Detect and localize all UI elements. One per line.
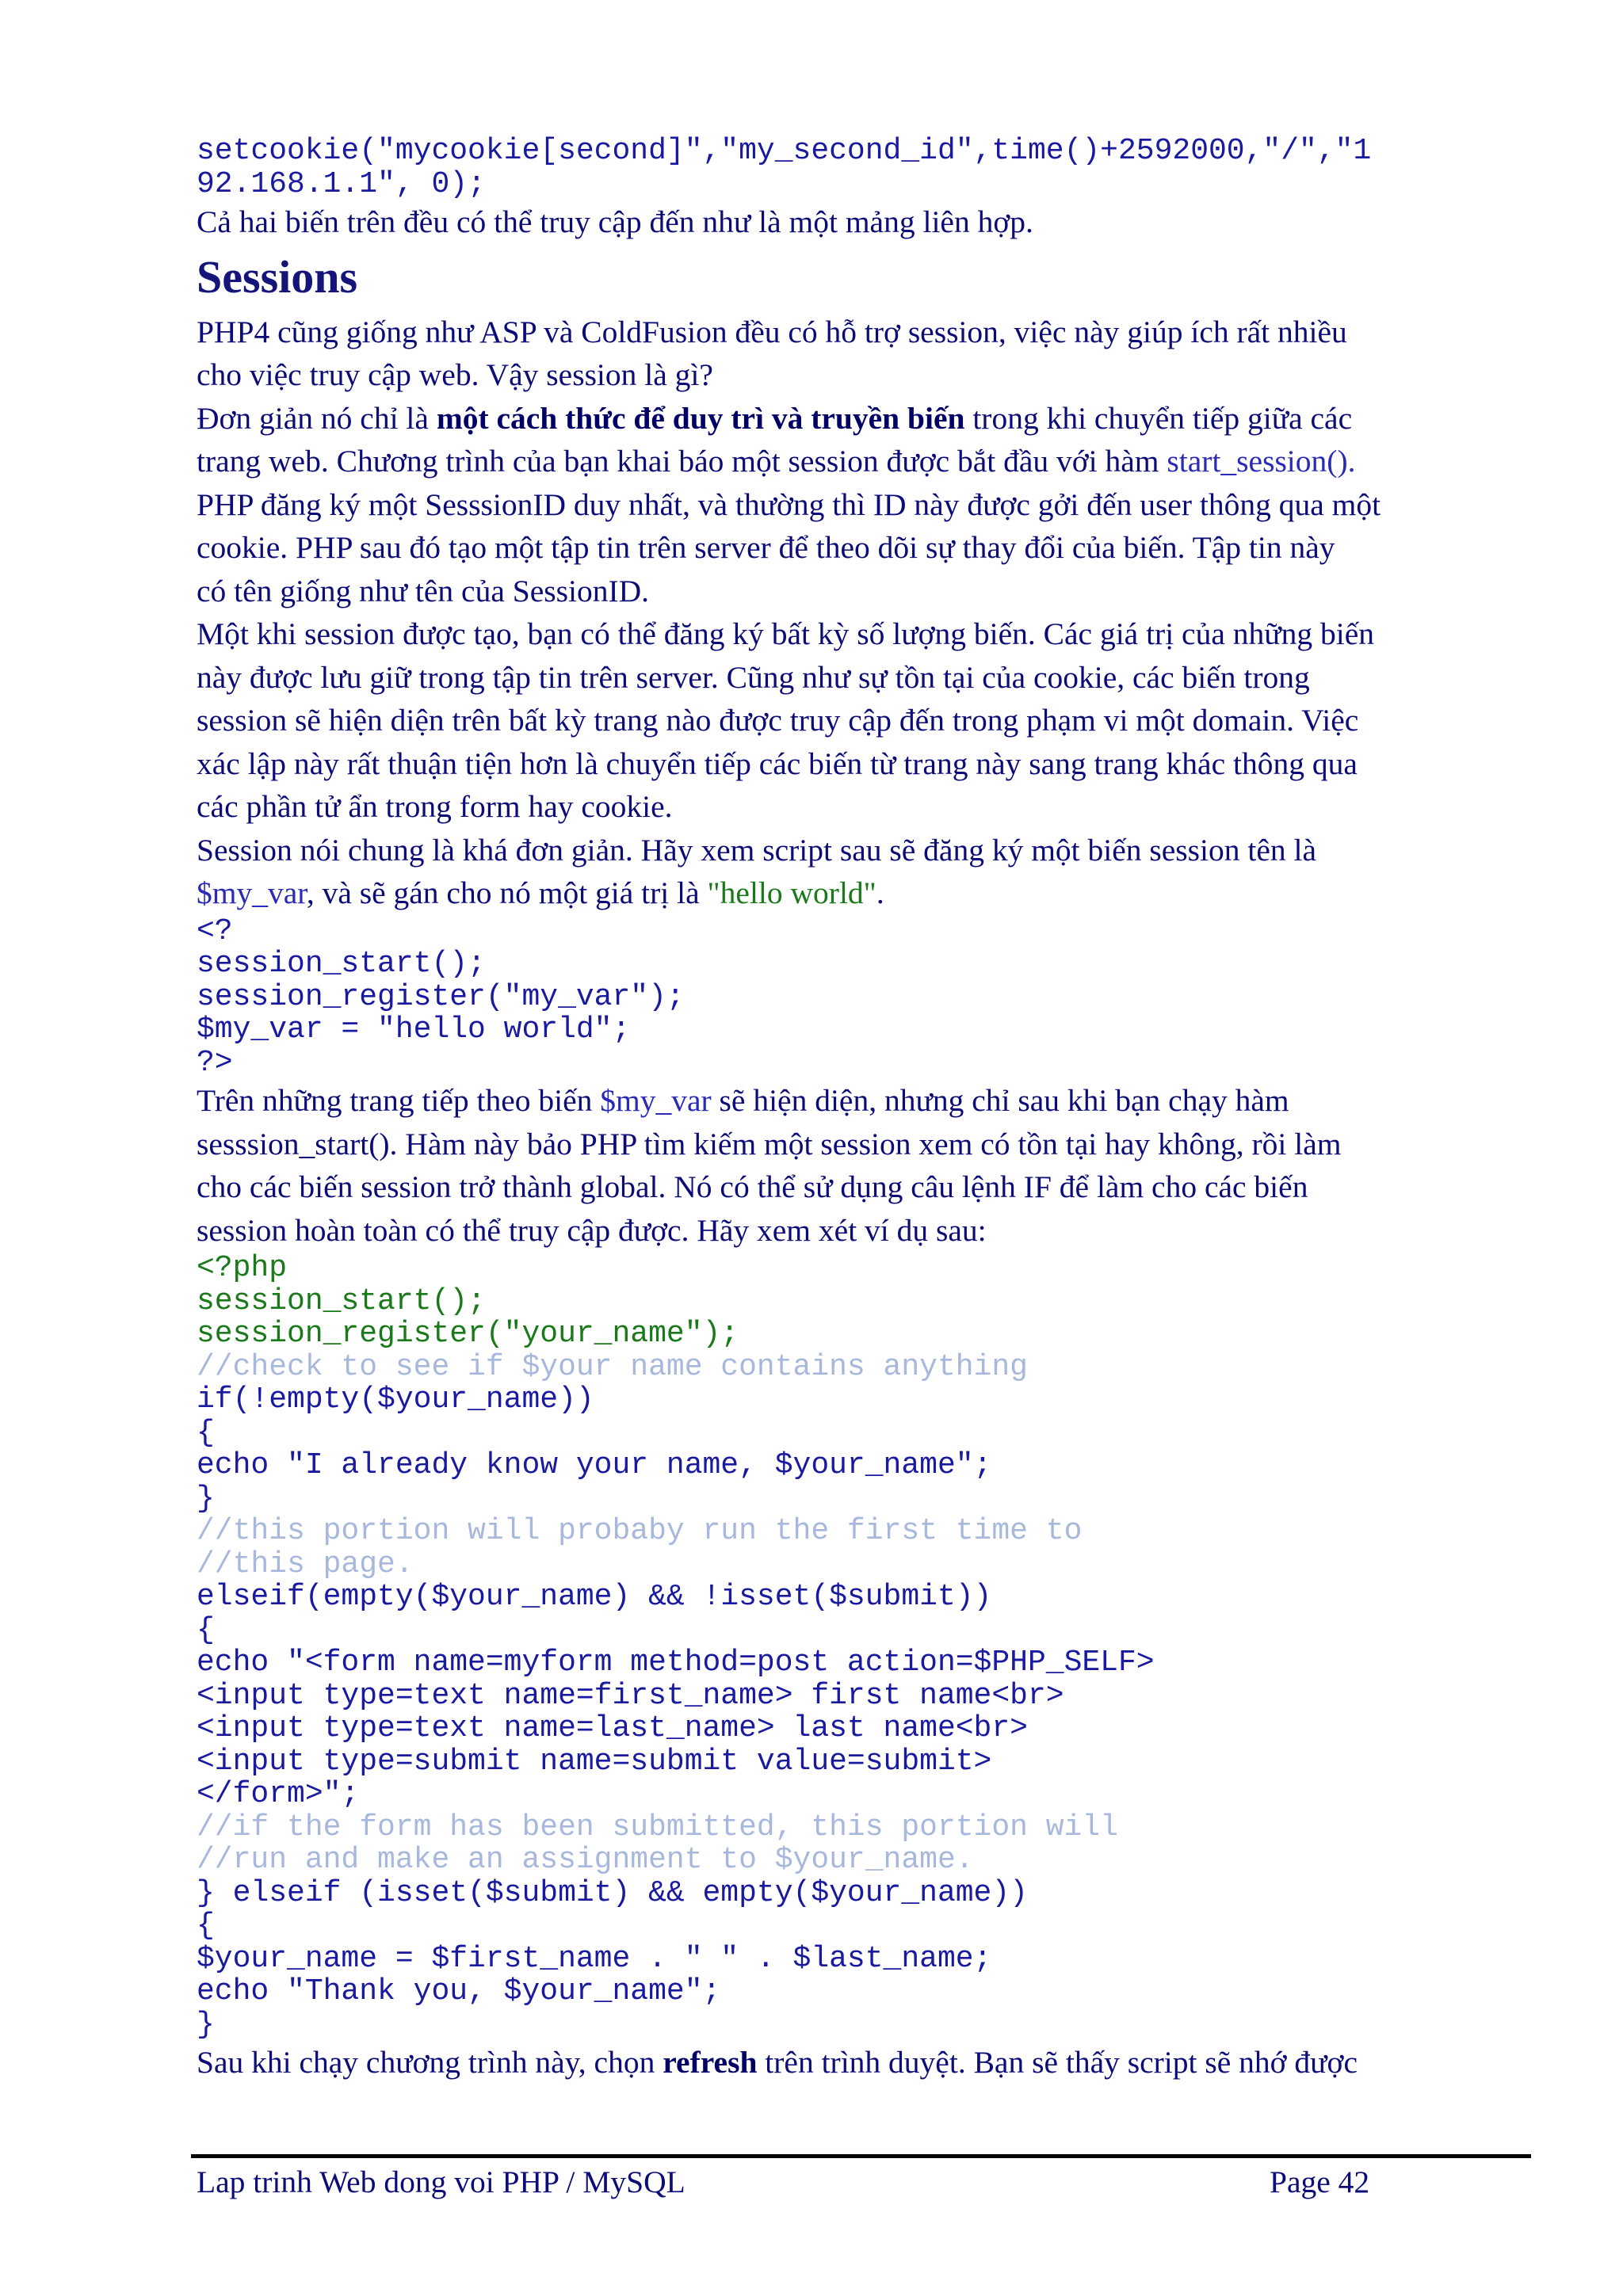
inline-variable: $my_var	[197, 875, 307, 910]
bold-phrase: refresh	[663, 2045, 758, 2080]
code-line: echo "I already know your name, $your_name";	[197, 1448, 992, 1482]
code-line: }	[197, 2007, 215, 2042]
code-setcookie	[197, 135, 1480, 200]
code-line: session_register("my_var");	[197, 979, 685, 1014]
code-comment: //if the form has been submitted, this portion will	[197, 1810, 1118, 1844]
code-line: session_register("your_name");	[197, 1317, 739, 1351]
code-block-simple	[197, 915, 1480, 1080]
code-line: {	[197, 1612, 215, 1647]
text-line: session sẽ hiện diện trên bất kỳ trang nào được truy cập đến trong phạm vi một domain. Việc	[197, 703, 1359, 738]
code-line: session_start();	[197, 947, 486, 981]
text-line: có tên giống như tên của SessionID.	[197, 573, 650, 608]
code-line: echo "<form name=myform method=post action=$PHP_SELF>	[197, 1646, 1155, 1680]
paragraph-refresh	[197, 2041, 1480, 2084]
code-line: setcookie("mycookie[second]","my_second_id",time()+2592000,"/","1	[197, 134, 1372, 168]
code-line: <?php	[197, 1251, 288, 1285]
footer-divider	[191, 2154, 1531, 2158]
bold-phrase: một cách thức để duy trì và truyền biến	[436, 400, 965, 436]
text-span: trang web. Chương trình của bạn khai báo một session được bắt đầu với hàm	[197, 444, 1167, 479]
text-line: cho các biến session trở thành global. Nó có thể sử dụng câu lệnh IF để làm cho các biến	[197, 1169, 1308, 1204]
text-line: này được lưu giữ trong tập tin trên server. Cũng như sự tồn tại của cookie, các biến trong	[197, 659, 1310, 695]
code-line: <?	[197, 913, 233, 948]
code-line: }	[197, 1481, 215, 1516]
paragraph-assoc-array: Cả hai biến trên đều có thể truy cập đến như là một mảng liên hợp.	[197, 204, 1033, 239]
text-span: Sau khi chạy chương trình này, chọn	[197, 2045, 663, 2080]
code-line: echo "Thank you, $your_name";	[197, 1974, 721, 2008]
code-line: {	[197, 1415, 215, 1450]
code-block-form	[197, 1252, 1480, 2041]
text-span: Trên những trang tiếp theo biến	[197, 1083, 601, 1118]
text-span: sẽ hiện diện, nhưng chỉ sau khi bạn chạy hàm	[711, 1083, 1289, 1118]
code-line: if(!empty($your_name))	[197, 1383, 594, 1417]
code-line: ?>	[197, 1045, 233, 1080]
code-line: <input type=text name=last_name> last name<br>	[197, 1711, 1028, 1745]
code-line: } elseif (isset($submit) && empty($your_name))	[197, 1875, 1028, 1910]
text-line: Một khi session được tạo, bạn có thể đăng ký bất kỳ số lượng biến. Các giá trị của những biến	[197, 616, 1375, 651]
code-comment: //this page.	[197, 1547, 414, 1581]
code-line: {	[197, 1909, 215, 1943]
footer-title: Lap trinh Web dong voi PHP / MySQL	[197, 2164, 685, 2199]
code-line: elseif(empty($your_name) && !isset($submit))	[197, 1580, 992, 1614]
code-comment: //this portion will probaby run the first time to	[197, 1514, 1083, 1548]
text-span: trong khi chuyển tiếp giữa các	[964, 400, 1353, 436]
code-line: $my_var = "hello world";	[197, 1013, 631, 1047]
document-body	[197, 135, 1480, 2084]
code-line: <input type=submit name=submit value=submit>	[197, 1744, 992, 1779]
paragraph-intro	[197, 311, 1480, 915]
text-span: .	[876, 875, 884, 910]
code-line: </form>";	[197, 1777, 360, 1811]
inline-variable: $my_var	[600, 1083, 712, 1118]
section-heading: Sessions	[197, 250, 358, 303]
code-comment: //run and make an assignment to $your_name.	[197, 1843, 974, 1877]
inline-function: start_session().	[1167, 444, 1356, 479]
inline-string: "hello world"	[707, 875, 876, 910]
text-line: cookie. PHP sau đó tạo một tập tin trên server để theo dõi sự thay đổi của biến. Tập tin này	[197, 530, 1335, 565]
text-line: cho việc truy cập web. Vậy session là gì?	[197, 357, 713, 392]
code-line: session_start();	[197, 1283, 486, 1318]
code-line: <input type=text name=first_name> first name<br>	[197, 1678, 1064, 1713]
code-line: $your_name = $first_name . " " . $last_name;	[197, 1941, 992, 1976]
text-span: , và sẽ gán cho nó một giá trị là	[306, 875, 708, 910]
text-line: session hoàn toàn có thể truy cập được. Hãy xem xét ví dụ sau:	[197, 1212, 987, 1248]
code-line: 92.168.1.1", 0);	[197, 166, 486, 201]
text-line: PHP4 cũng giống như ASP và ColdFusion đều có hỗ trợ session, việc này giúp ích rất nhiều	[197, 314, 1347, 349]
text-span: trên trình duyệt. Bạn sẽ thấy script sẽ nhớ được	[757, 2045, 1358, 2080]
text-line: xác lập này rất thuận tiện hơn là chuyển tiếp các biến từ trang này sang trang khác thông qua	[197, 746, 1358, 781]
text-span: Đơn giản nó chỉ là	[197, 400, 437, 436]
code-comment: //check to see if $your name contains anything	[197, 1349, 1028, 1384]
text-line: các phần tử ẩn trong form hay cookie.	[197, 789, 673, 824]
text-line: PHP đăng ký một SesssionID duy nhất, và thường thì ID này được gởi đến user thông qua một	[197, 486, 1381, 522]
text-line: sesssion_start(). Hàm này bảo PHP tìm kiếm một session xem có tồn tại hay không, rồi làm	[197, 1126, 1342, 1161]
text-line: Session nói chung là khá đơn giản. Hãy xem script sau sẽ đăng ký một biến session tên là	[197, 832, 1317, 868]
paragraph-explain	[197, 1079, 1480, 1252]
page-number: Page 42	[1270, 2164, 1370, 2199]
